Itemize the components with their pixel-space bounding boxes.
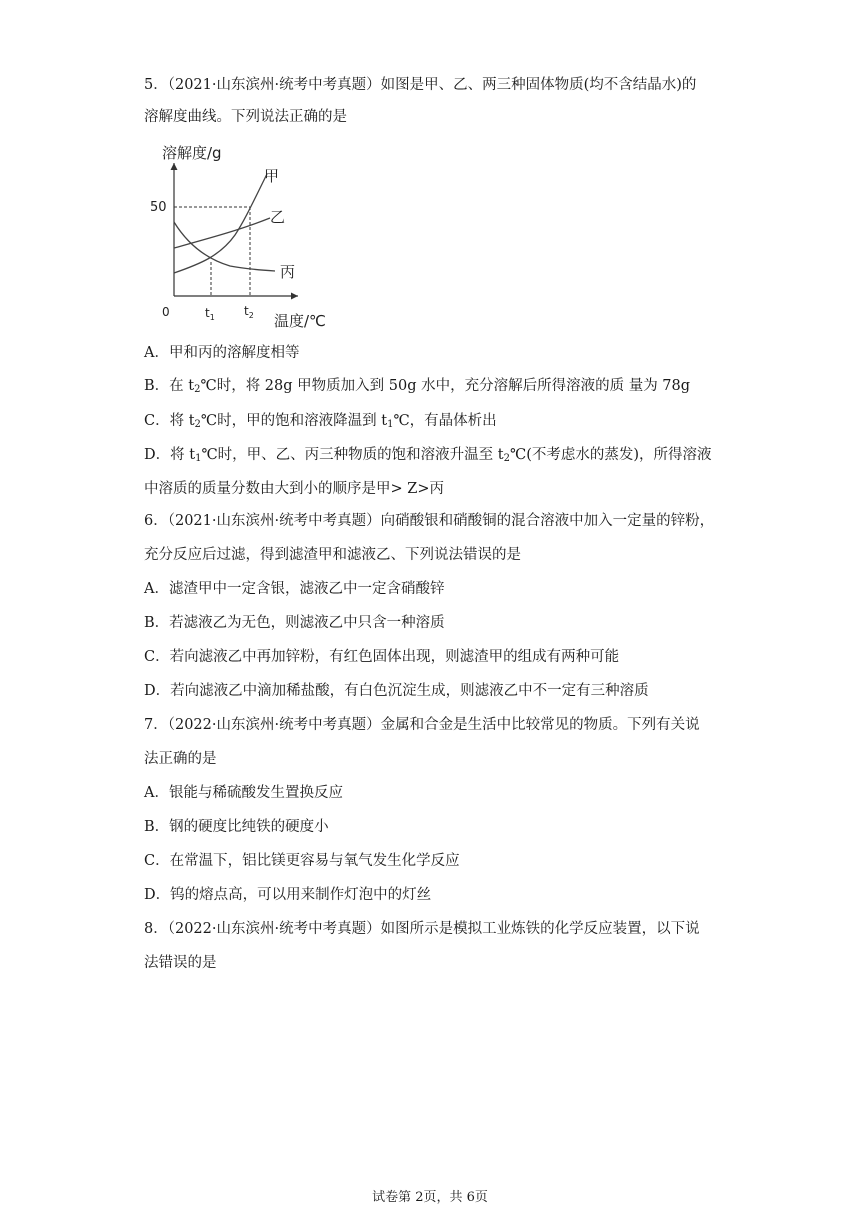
solubility-curve-graph — [140, 138, 340, 333]
t2-label: $t_2$ — [244, 304, 254, 320]
q7-stem-line-1: 7．（2022·山东滨州·统考中考真题）金属和合金是生活中比较常见的物质。下列有关说 — [144, 717, 700, 733]
page-footer: 试卷第 2页，共 6页 — [372, 1190, 488, 1205]
q7-stem-line-2: 法正确的是 — [144, 751, 217, 767]
q5-option-b: B．在 $t_2℃$时，将 28g 甲物质加入到 50g 水中，充分溶解后所得溶液的质 量为 78g — [144, 378, 691, 395]
q5-stem-line-1: 5．（2021·山东滨州·统考中考真题）如图是甲、乙、两三种固体物质(均不含结晶水)的 — [144, 77, 697, 93]
q5-option-d-line-1: D．将 $t_1℃$时，甲、乙、丙三种物质的饱和溶液升温至 $t_2℃$(不考虑水的蒸发)，所得溶液 — [144, 447, 712, 464]
curve-yi-label: 乙 — [270, 208, 286, 226]
q6-option-c: C．若向滤液乙中再加锌粉，有红色固体出现，则滤渣甲的组成有两种可能 — [144, 649, 620, 665]
y-tick-50: 50 — [150, 200, 167, 215]
q6-stem-line-1: 6．（2021·山东滨州·统考中考真题）向硝酸银和硝酸铜的混合溶液中加入一定量的锌粉， — [144, 513, 715, 529]
q6-stem-line-2: 充分反应后过滤，得到滤渣甲和滤液乙、下列说法错误的是 — [144, 547, 521, 563]
q8-stem-line-1: 8．（2022·山东滨州·统考中考真题）如图所示是模拟工业炼铁的化学反应装置，以下说 — [144, 921, 700, 937]
q7-option-c: C．在常温下，铝比镁更容易与氧气发生化学反应 — [144, 853, 460, 869]
curve-yi — [174, 218, 270, 248]
q5-option-c: C．将 $t_2℃$时，甲的饱和溶液降温到 $t_1℃$，有晶体析出 — [144, 413, 497, 430]
q8-stem-line-2: 法错误的是 — [144, 955, 217, 971]
curve-jia — [174, 174, 267, 273]
curve-bing-label: 丙 — [280, 263, 296, 281]
t1-label: $t_1$ — [205, 306, 215, 322]
q6-option-a: A．滤渣甲中一定含银，滤液乙中一定含硝酸锌 — [144, 581, 445, 597]
curve-jia-label: 甲 — [264, 167, 280, 185]
q5-stem-line-2: 溶解度曲线。下列说法正确的是 — [144, 109, 347, 125]
q5-option-d-line-2: 中溶质的质量分数由大到小的顺序是甲> Z>丙 — [144, 481, 444, 497]
q7-option-a: A．银能与稀硫酸发生置换反应 — [144, 785, 343, 801]
q6-option-d: D．若向滤液乙中滴加稀盐酸，有白色沉淀生成，则滤液乙中不一定有三种溶质 — [144, 683, 649, 699]
y-axis-label: 溶解度/g — [162, 144, 222, 162]
x-axis-label: 温度/℃ — [274, 312, 326, 330]
origin-label: 0 — [162, 305, 170, 319]
q7-option-b: B．钢的硬度比纯铁的硬度小 — [144, 819, 329, 835]
q5-option-a: A．甲和丙的溶解度相等 — [144, 345, 300, 361]
q6-option-b: B．若滤液乙为无色，则滤液乙中只含一种溶质 — [144, 615, 445, 631]
q7-option-d: D．钨的熔点高，可以用来制作灯泡中的灯丝 — [144, 887, 432, 903]
